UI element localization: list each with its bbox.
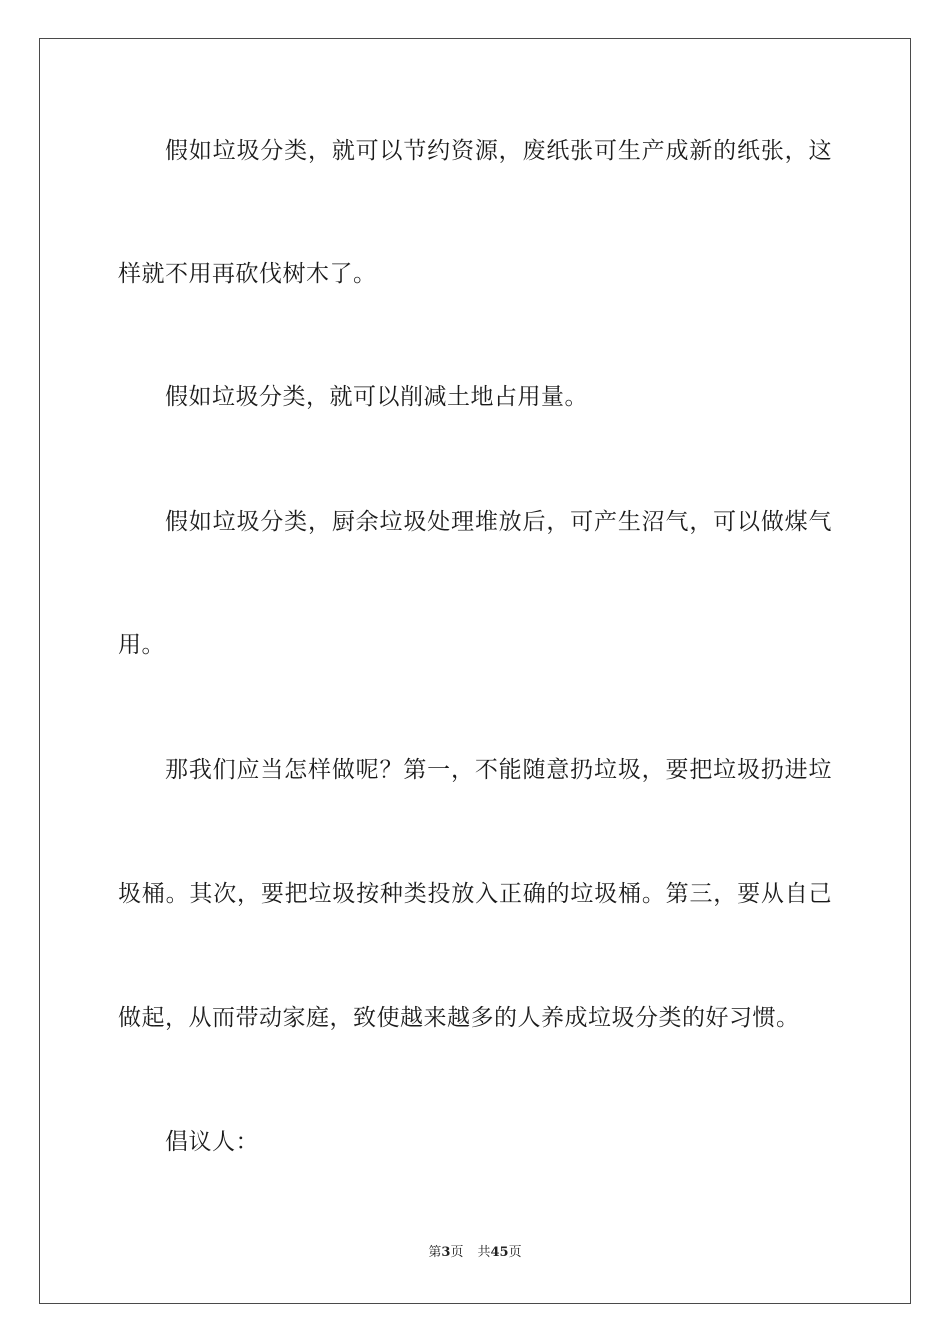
page-prefix: 第	[428, 1245, 442, 1260]
total-prefix: 共	[477, 1245, 491, 1260]
page-unit: 页	[450, 1245, 464, 1260]
page-footer	[0, 1244, 950, 1262]
total-unit: 页	[508, 1245, 522, 1260]
paragraph-line: 圾桶。其次，要把垃圾按种类投放入正确的垃圾桶。第三，要从自己	[118, 881, 832, 907]
paragraph-line: 假如垃圾分类，就可以削减土地占用量。	[165, 384, 588, 410]
paragraph-line: 假如垃圾分类，就可以节约资源，废纸张可生产成新的纸张，这	[165, 138, 832, 164]
paragraph-line: 假如垃圾分类，厨余垃圾处理堆放后，可产生沼气，可以做煤气	[165, 509, 832, 535]
total-pages-number: 45	[490, 1245, 509, 1260]
paragraph-line: 倡议人：	[165, 1129, 259, 1155]
page-border	[39, 38, 911, 1304]
paragraph-line: 那我们应当怎样做呢？第一，不能随意扔垃圾，要把垃圾扔进垃	[165, 757, 832, 783]
paragraph-line: 用。	[118, 632, 165, 658]
paragraph-line: 做起，从而带动家庭，致使越来越多的人养成垃圾分类的好习惯。	[118, 1005, 800, 1031]
paragraph-line: 样就不用再砍伐树木了。	[118, 261, 377, 287]
current-page-number: 3	[441, 1245, 451, 1260]
